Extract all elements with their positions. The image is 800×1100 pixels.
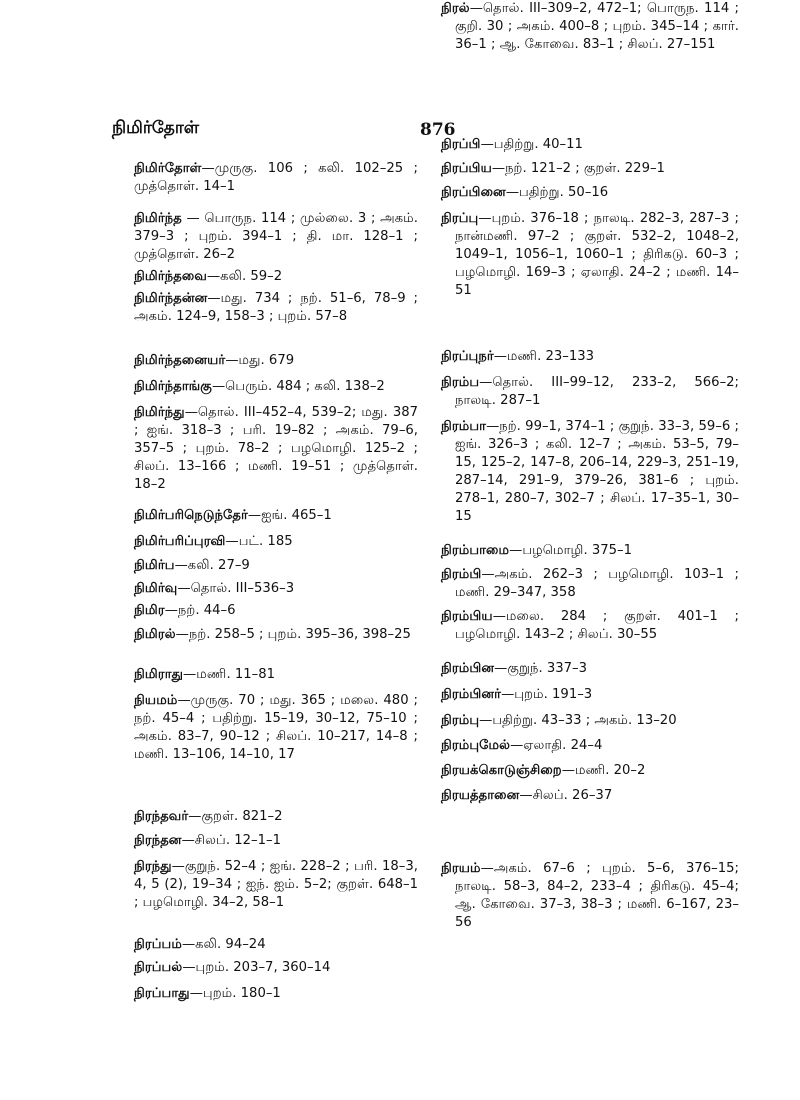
- entry-headword: நிரம்பி: [441, 567, 482, 582]
- entry-headword: நிரப்பம்: [134, 937, 182, 952]
- running-head-word: நிமிர்தோள்: [112, 118, 200, 138]
- entry-headword: நிமிரல்: [134, 627, 176, 642]
- entry-headword: நிமிர்ந்தனையர்: [134, 353, 226, 368]
- index-entry: [120, 832, 418, 850]
- index-entry: [441, 0, 739, 54]
- entry-references: —புறம். 191–3: [501, 687, 593, 702]
- entry-headword: நிமிர்பரிநெடுந்தேர்: [134, 508, 248, 523]
- entry-references: —மணி. 11–81: [183, 667, 275, 682]
- index-entry: [120, 936, 418, 954]
- entry-headword: நிமிர்ந்தவை: [134, 269, 207, 284]
- index-entry: [120, 808, 418, 826]
- entry-references: —குறள். 821–2: [188, 809, 283, 824]
- page-number: 876: [420, 120, 456, 140]
- index-entry: [120, 692, 418, 764]
- entry-headword: நிமிர்ந்த: [134, 211, 182, 226]
- entry-references: —பெரும். 484 ; கலி. 138–2: [211, 379, 385, 394]
- index-entry: [441, 418, 739, 526]
- index-entry: [120, 404, 418, 494]
- entry-references: —அகம். 262–3 ; பழமொழி. 103–1 ; மணி. 29–347, 358: [455, 567, 739, 600]
- entry-references: —நற். 121–2 ; குறள். 229–1: [491, 161, 665, 176]
- index-entry: [441, 160, 739, 178]
- index-entry: [120, 858, 418, 912]
- entry-references: —முருகு. 106 ; கலி. 102–25 ; முத்தொள். 14–1: [134, 161, 418, 194]
- index-entry: [441, 608, 739, 644]
- entry-references: —பதிற்று. 50–16: [505, 185, 609, 200]
- index-entry: [441, 860, 739, 932]
- entry-references: —தொல். III–99–12, 233–2, 566–2; நாலடி. 287–1: [455, 375, 739, 408]
- entry-headword: நிரயக்கொடுஞ்சிறை: [441, 763, 562, 778]
- index-entry: [441, 136, 739, 154]
- entry-references: —குறுந். 52–4 ; ஐங். 228–2 ; பரி. 18–3, 4, 5 (2), 19–34 ; ஐந். ஐம். 5–2; குறள். 648–1 ; பழமொழி. 34–2, 58–1: [134, 859, 418, 910]
- index-entry: [120, 160, 418, 196]
- entry-references: —மது. 679: [225, 353, 295, 368]
- entry-headword: நிரம்பிய: [441, 609, 493, 624]
- entry-headword: நிமிர்ப: [134, 558, 175, 573]
- entry-headword: நிமிர்ந்தன்ன: [134, 291, 208, 306]
- index-entry: [441, 712, 739, 730]
- entry-headword: நிரம்பாமை: [441, 543, 510, 558]
- entry-headword: நிரம்பு: [441, 713, 480, 728]
- entry-headword: நியமம்: [134, 693, 178, 708]
- index-entry: [120, 557, 418, 575]
- entry-references: —சிலப். 12–1–1: [181, 833, 281, 848]
- entry-headword: நிரம்பா: [441, 419, 487, 434]
- index-entry: [120, 666, 418, 684]
- entry-headword: நிரந்தவர்: [134, 809, 189, 824]
- entry-headword: நிமிர்ந்து: [134, 405, 185, 420]
- entry-references: —கலி. 59–2: [206, 269, 283, 284]
- entry-headword: நிரப்புநர்: [441, 349, 494, 364]
- index-entry: [441, 566, 739, 602]
- entry-references: —நற். 99–1, 374–1 ; குறுந். 33–3, 59–6 ; ஐங். 326–3 ; கலி. 12–7 ; அகம். 53–5, 79–15, 125–2, 147–8, 206–14, 229–3, 251–19, 287–14, 291–9, 379–26, 381–6 ; புறம். 278–1, 280–7, 302–7 ; சிலப். 17–35–1, 30–15: [455, 419, 739, 524]
- index-entry: [441, 737, 739, 755]
- entry-headword: நிரம்புமேல்: [441, 738, 511, 753]
- entry-references: —பதிற்று. 43–33 ; அகம். 13–20: [479, 713, 677, 728]
- entry-headword: நிமிராது: [134, 667, 184, 682]
- entry-references: —சிலப். 26–37: [519, 788, 613, 803]
- entry-references: —மணி. 23–133: [493, 349, 595, 364]
- entry-headword: நிரந்து: [134, 859, 172, 874]
- entry-headword: நிரந்தன: [134, 833, 182, 848]
- entry-references: —ஏலாதி. 24–4: [510, 738, 603, 753]
- entry-references: —தொல். III–452–4, 539–2; மது. 387 ; ஐங். 318–3 ; பரி. 19–82 ; அகம். 79–6, 357–5 ; புறம். 78–2 ; பழமொழி. 125–2 ; சிலப். 13–166 ; மணி. 19–51 ; முத்தொள். 18–2: [134, 405, 418, 492]
- entry-references: —நற். 258–5 ; புறம். 395–36, 398–25: [175, 627, 411, 642]
- index-entry: [120, 985, 418, 1003]
- index-entry: [441, 374, 739, 410]
- entry-headword: நிமிர: [134, 603, 165, 618]
- entry-headword: நிரப்பல்: [134, 960, 183, 975]
- index-entry: [441, 787, 739, 805]
- entry-references: —பழமொழி. 375–1: [509, 543, 633, 558]
- entry-headword: நிரல்: [441, 1, 470, 16]
- index-entry: [441, 210, 739, 300]
- index-entry: [441, 184, 739, 202]
- entry-headword: நிரம்பின: [441, 661, 495, 676]
- index-entry: [120, 268, 418, 286]
- entry-references: —புறம். 180–1: [189, 986, 281, 1001]
- entry-headword: நிரயத்தானை: [441, 788, 520, 803]
- entry-references: —புறம். 376–18 ; நாலடி. 282–3, 287–3 ; நான்மணி. 97–2 ; குறள். 532–2, 1048–2, 1049–1, 1056–1, 1060–1 ; திரிகடு. 60–3 ; பழமொழி. 169–3 ; ஏலாதி. 24–2 ; மணி. 14–51: [455, 211, 739, 298]
- index-entry: [120, 352, 418, 370]
- index-entry: [120, 580, 418, 598]
- entry-references: —கலி. 27–9: [174, 558, 250, 573]
- entry-headword: நிரப்பி: [441, 137, 481, 152]
- entry-references: —கலி. 94–24: [181, 937, 266, 952]
- index-entry: [441, 660, 739, 678]
- entry-references: —பதிற்று. 40–11: [480, 137, 583, 152]
- entry-references: —ஐங். 465–1: [247, 508, 332, 523]
- entry-references: —தொல். III–536–3: [177, 581, 295, 596]
- entry-headword: நிரப்பு: [441, 211, 479, 226]
- entry-references: —அகம். 67–6 ; புறம். 5–6, 376–15; நாலடி. 58–3, 84–2, 233–4 ; திரிகடு. 45–4; ஆ. கோவை. 37–3, 38–3 ; மணி. 6–167, 23–56: [455, 861, 739, 930]
- entry-headword: நிமிர்தோள்: [134, 161, 202, 176]
- index-entry: [120, 210, 418, 264]
- entry-references: —புறம். 203–7, 360–14: [182, 960, 331, 975]
- index-entry: [441, 348, 739, 366]
- entry-headword: நிரயம்: [441, 861, 481, 876]
- entry-references: —மது. 734 ; நற். 51–6, 78–9 ; அகம். 124–9, 158–3 ; புறம். 57–8: [134, 291, 418, 324]
- entry-references: —குறுந். 337–3: [494, 661, 588, 676]
- entry-references: —பட். 185: [225, 534, 293, 549]
- entry-references: —மலை. 284 ; குறள். 401–1 ; பழமொழி. 143–2 ; சிலப். 30–55: [455, 609, 739, 642]
- index-entry: [120, 626, 418, 644]
- entry-headword: நிரப்பிய: [441, 161, 492, 176]
- index-entry: [120, 959, 418, 977]
- entry-headword: நிமிர்ந்தாங்கு: [134, 379, 212, 394]
- entry-references: —தொல். III–309–2, 472–1; பொருந. 114 ; குறி. 30 ; அகம். 400–8 ; புறம். 345–14 ; கார். 36–1 ; ஆ. கோவை. 83–1 ; சிலப். 27–151: [455, 1, 739, 52]
- index-entry: [441, 542, 739, 560]
- index-entry: [120, 378, 418, 396]
- entry-references: — பொருந. 114 ; முல்லை. 3 ; அகம். 379–3 ; புறம். 394–1 ; தி. மா. 128–1 ; முத்தொள். 26–2: [134, 211, 418, 262]
- entry-headword: நிரப்பாது: [134, 986, 190, 1001]
- index-entry: [441, 686, 739, 704]
- entry-headword: நிரம்பினர்: [441, 687, 502, 702]
- entry-references: —மணி. 20–2: [561, 763, 646, 778]
- entry-references: —நற். 44–6: [164, 603, 236, 618]
- index-entry: [120, 602, 418, 620]
- index-entry: [441, 762, 739, 780]
- entry-headword: நிமிர்பரிப்புரவி: [134, 534, 226, 549]
- index-entry: [120, 290, 418, 326]
- entry-headword: நிமிர்வு: [134, 581, 178, 596]
- entry-headword: நிரம்ப: [441, 375, 480, 390]
- index-entry: [120, 533, 418, 551]
- index-entry: [120, 507, 418, 525]
- entry-references: —முருகு. 70 ; மது. 365 ; மலை. 480 ; நற். 45–4 ; பதிற்று. 15–19, 30–12, 75–10 ; அகம். 83–7, 90–12 ; சிலப். 10–217, 14–8 ; மணி. 13–106, 14–10, 17: [134, 693, 418, 762]
- entry-headword: நிரப்பினை: [441, 185, 506, 200]
